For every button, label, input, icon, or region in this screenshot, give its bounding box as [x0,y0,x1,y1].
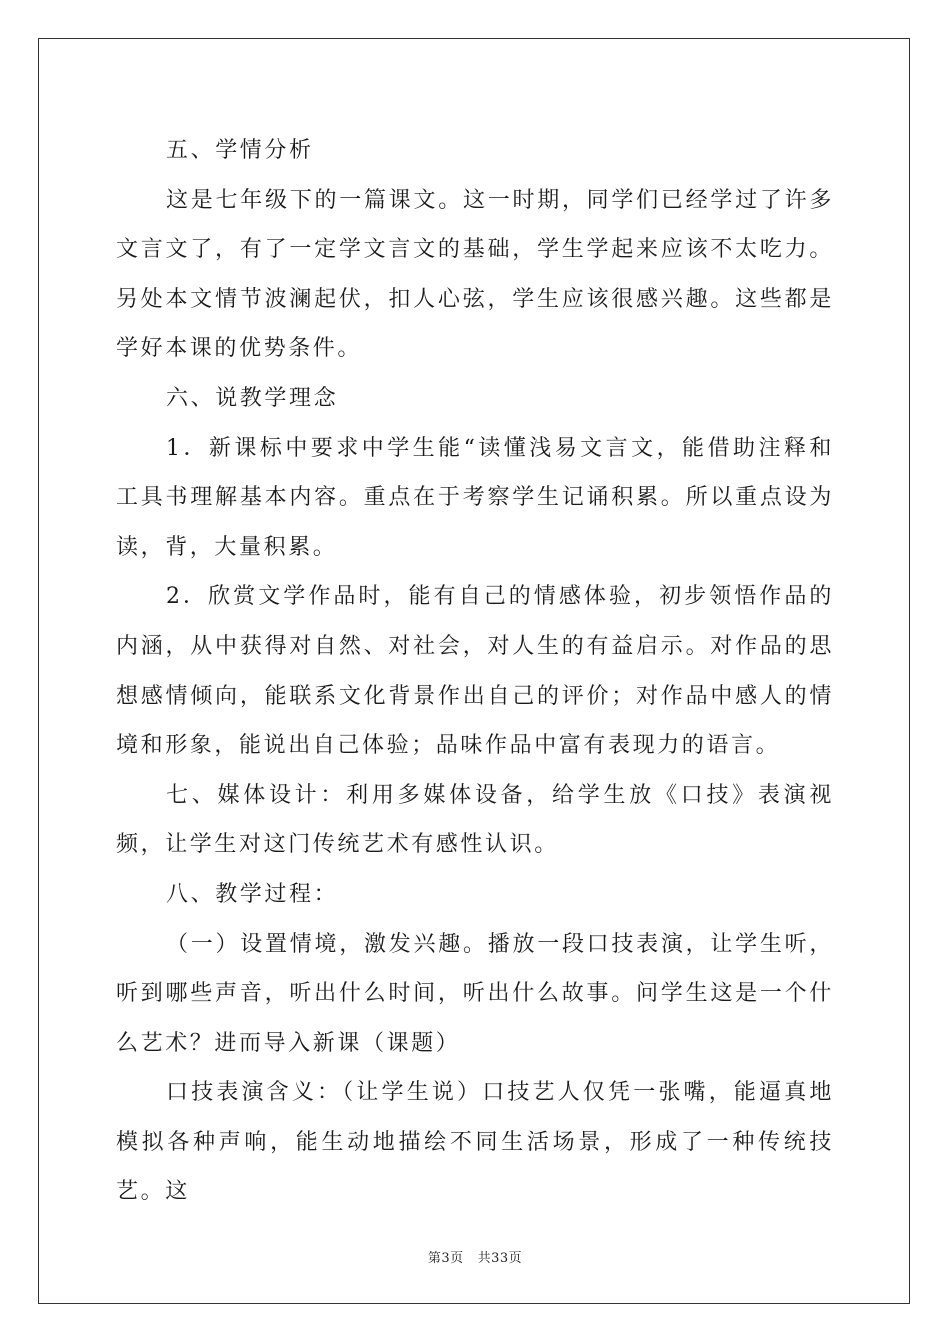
paragraph-student-analysis: 这是七年级下的一篇课文。这一时期，同学们已经学过了许多文言文了，有了一定学文言文的基础，学生学起来应该不太吃力。另处本文情节波澜起伏，扣人心弦，学生应该很感兴趣。这些都是学好本课的优势条件。 [116,187,834,362]
paragraph-concept-1: 1．新课标中要求中学生能“读懂浅易文言文，能借助注释和工具书理解基本内容。重点在于考察学生记诵积累。所以重点设为读，背，大量积累。 [116,435,834,560]
section-heading-8: 八、教学过程： [166,881,339,907]
section-heading-5: 五、学情分析 [166,138,314,163]
paragraph-step-1: （一）设置情境，激发兴趣。播放一段口技表演，让学生听，听到哪些声音，听出什么时间，听出什么故事。问学生这是一个什么艺术？进而导入新课（课题） [116,931,834,1056]
paragraph-concept-2: 2．欣赏文学作品时，能有自己的情感体验，初步领悟作品的内涵，从中获得对自然、对社会，对人生的有益启示。对作品的思想感情倾向，能联系文化背景作出自己的评价；对作品中感人的情境和形象，能说出自己体验；品味作品中富有表现力的语言。 [116,584,834,759]
document-body [116,126,834,1217]
page-footer [0,1247,950,1266]
total-page-count: 共33页 [477,1251,523,1266]
paragraph-kouji-definition: 口技表演含义：（让学生说）口技艺人仅凭一张嘴，能逼真地模拟各种声响，能生动地描绘不同生活场景，形成了一种传统技艺。这 [116,1080,834,1205]
paragraph-media-design: 七、媒体设计：利用多媒体设备，给学生放《口技》表演视频，让学生对这门传统艺术有感性认识。 [116,782,834,858]
current-page-number: 第3页 [427,1251,464,1266]
section-heading-6: 六、说教学理念 [166,385,339,411]
